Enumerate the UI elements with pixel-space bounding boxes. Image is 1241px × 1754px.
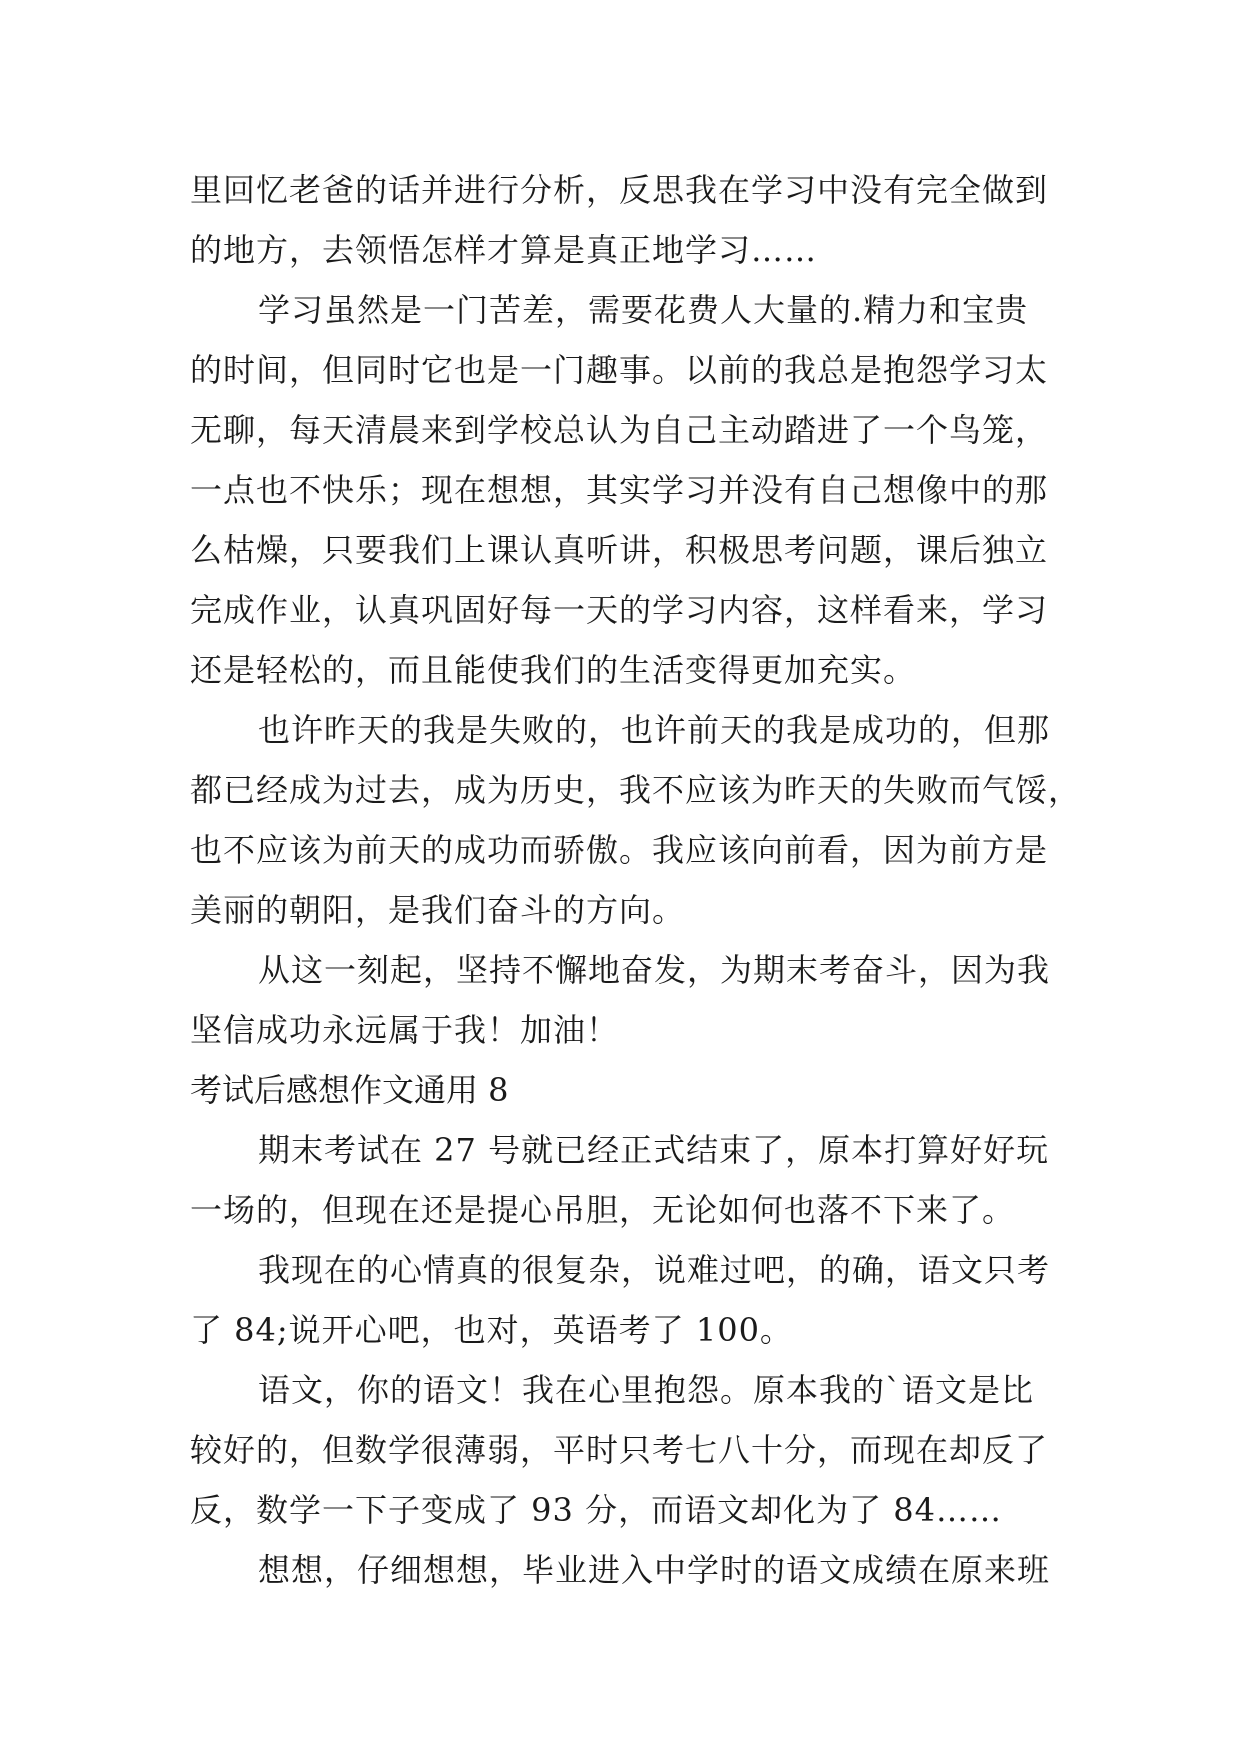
text-line: 都已经成为过去，成为历史，我不应该为昨天的失败而气馁， [190,771,1082,809]
document-body [190,160,1082,1600]
text-line: 期末考试在 27 号就已经正式结束了，原本打算好好玩 [258,1131,1050,1169]
text-line: 学习虽然是一门苦差，需要花费人大量的.精力和宝贵 [258,291,1029,329]
text-line: 反，数学一下子变成了 93 分，而语文却化为了 84…… [190,1491,1002,1529]
text-line: 一点也不快乐；现在想想，其实学习并没有自己想像中的那 [190,471,1049,509]
text-line: 想想，仔细想想，毕业进入中学时的语文成绩在原来班 [258,1551,1051,1589]
text-line: 美丽的朝阳，是我们奋斗的方向。 [190,891,686,929]
text-line: 了 84;说开心吧，也对，英语考了 100。 [190,1311,793,1349]
text-line: 的时间，但同时它也是一门趣事。以前的我总是抱怨学习太 [190,351,1049,389]
text-line: 坚信成功永远属于我！加油！ [190,1011,620,1049]
text-line: 语文，你的语文！我在心里抱怨。原本我的`语文是比 [258,1371,1035,1409]
text-line: 也不应该为前天的成功而骄傲。我应该向前看，因为前方是 [190,831,1049,869]
text-line: 的地方，去领悟怎样才算是真正地学习…… [190,231,818,269]
section-heading: 考试后感想作文通用 8 [190,1071,509,1109]
text-line: 也许昨天的我是失败的，也许前天的我是成功的，但那 [258,711,1051,749]
text-line: 我现在的心情真的很复杂，说难过吧，的确，语文只考 [258,1251,1051,1289]
text-line: 么枯燥，只要我们上课认真听讲，积极思考问题，课后独立 [190,531,1049,569]
text-line: 一场的，但现在还是提心吊胆，无论如何也落不下来了。 [190,1191,1016,1229]
text-line: 从这一刻起，坚持不懈地奋发，为期末考奋斗，因为我 [258,951,1051,989]
text-line: 较好的，但数学很薄弱，平时只考七八十分，而现在却反了 [190,1431,1049,1469]
text-line: 完成作业，认真巩固好每一天的学习内容，这样看来，学习 [190,591,1049,629]
text-line: 还是轻松的，而且能使我们的生活变得更加充实。 [190,651,917,689]
text-line: 里回忆老爸的话并进行分析，反思我在学习中没有完全做到 [190,171,1049,209]
text-line: 无聊，每天清晨来到学校总认为自己主动踏进了一个鸟笼， [190,411,1049,449]
